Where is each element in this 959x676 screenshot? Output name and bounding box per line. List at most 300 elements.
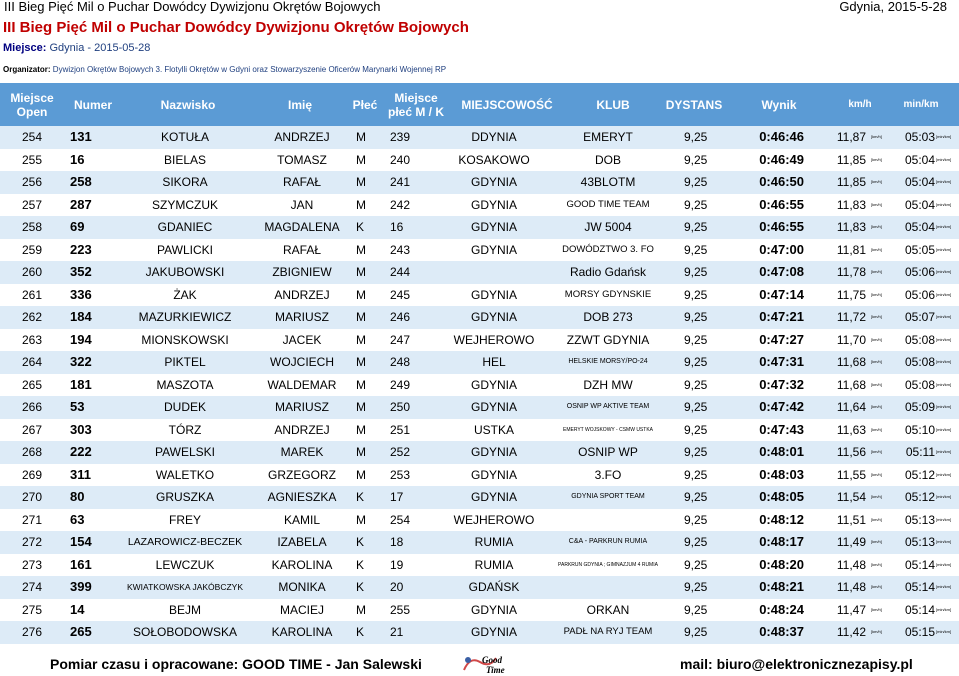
table-row (0, 419, 959, 442)
cell-speed: 11,72 (836, 310, 866, 324)
cell-first-name: RAFAŁ (282, 175, 321, 189)
table-row (0, 554, 959, 577)
cell-surname: TÓRZ (168, 422, 202, 437)
cell-surname: ŻAK (173, 287, 197, 302)
cell-speed: 11,48 (836, 580, 866, 594)
cell-speed: 11,78 (836, 265, 866, 279)
cell-pace-unit: [min/km] (936, 246, 952, 252)
cell-club: JW 5004 (584, 220, 632, 234)
cell-speed-unit: [km/h] (871, 404, 882, 409)
cell-pace-unit: [min/km] (936, 449, 952, 454)
cell-pace: 05:11 (905, 445, 935, 459)
cell-open: 264 (22, 355, 43, 369)
cell-speed: 11,87 (836, 130, 866, 144)
cell-speed: 11,63 (836, 422, 866, 437)
cell-city: WEJHEROWO (453, 512, 535, 527)
cell-number: 131 (70, 129, 92, 144)
cell-pace: 05:13 (904, 512, 935, 527)
cell-speed-unit: [km/h] (871, 426, 882, 432)
cell-gender-place: 240 (390, 152, 411, 167)
cell-speed-unit: [km/h] (871, 246, 882, 252)
cell-surname: MAZURKIEWICZ (138, 310, 232, 324)
logo-text-top: Good (482, 655, 502, 665)
cell-first-name: GRZEGORZ (268, 467, 336, 482)
cell-city: RUMIA (474, 535, 514, 549)
cell-pace-unit: [min/km] (936, 561, 952, 567)
cell-speed: 11,68 (836, 355, 866, 369)
cell-result: 0:46:46 (759, 129, 804, 144)
cell-speed-unit: [km/h] (871, 224, 882, 229)
cell-surname: SZYMCZUK (152, 197, 218, 212)
cell-surname: MASZOTA (156, 377, 214, 392)
cell-speed-unit: [km/h] (871, 381, 882, 387)
cell-pace-unit: [min/km] (936, 471, 952, 477)
cell-number: 311 (70, 466, 91, 482)
cell-pace: 05:14 (904, 602, 935, 617)
cell-open: 260 (22, 265, 43, 279)
cell-open: 267 (22, 422, 43, 437)
cell-city: GDYNIA (470, 602, 517, 617)
cell-speed-unit: [km/h] (871, 494, 882, 499)
cell-gender-place: 251 (390, 422, 411, 437)
cell-gender: M (356, 400, 366, 414)
header-imie: Imię (287, 98, 312, 112)
cell-first-name: KAROLINA (271, 557, 333, 572)
cell-speed-unit: [km/h] (871, 359, 882, 364)
cell-city: GDYNIA (470, 242, 517, 257)
cell-result: 0:47:00 (759, 241, 804, 257)
table-row (0, 171, 959, 194)
cell-distance: 9,25 (684, 355, 708, 369)
cell-surname: GRUSZKA (155, 490, 214, 504)
cell-city: GDYNIA (470, 625, 517, 639)
cell-city: GDAŃSK (468, 580, 520, 594)
cell-club: C&A - PARKRUN RUMIA (568, 538, 648, 545)
cell-open: 254 (22, 130, 43, 144)
cell-gender-place: 255 (390, 602, 411, 617)
cell-result: 0:46:55 (759, 219, 804, 234)
cell-open: 276 (22, 625, 43, 639)
cell-club: DOB 273 (583, 310, 633, 324)
cell-gender: M (356, 422, 366, 437)
table-row (0, 261, 959, 284)
cell-result: 0:47:32 (759, 376, 804, 392)
cell-distance: 9,25 (684, 445, 708, 459)
cell-surname: PIKTEL (164, 355, 206, 369)
table-row (0, 396, 959, 419)
cell-first-name: WALDEMAR (267, 377, 337, 392)
cell-first-name: MAREK (280, 445, 324, 459)
cell-gender-place: 21 (390, 625, 404, 639)
cell-distance: 9,25 (684, 377, 708, 392)
cell-pace: 05:14 (904, 557, 935, 572)
cell-club: GDYNIA SPORT TEAM (571, 493, 645, 500)
page-title: III Bieg Pięć Mil o Puchar Dowódcy Dywizjonu Okrętów Bojowych (3, 19, 469, 36)
organizer-value: Dywizjon Okrętów Bojowych 3. Flotylli Okrętów w Gdyni oraz Stowarzyszenie Oficerów Marynarki Wojennej RP (52, 65, 447, 74)
cell-first-name: MARIUSZ (275, 310, 329, 324)
cell-city: USTKA (473, 422, 514, 437)
cell-club: GOOD TIME TEAM (566, 198, 650, 210)
cell-gender-place: 20 (390, 580, 404, 594)
cell-club: 43BLOTM (580, 175, 636, 189)
cell-result: 0:47:08 (759, 264, 804, 279)
cell-result: 0:47:42 (759, 399, 804, 414)
cell-number: 194 (70, 331, 92, 347)
cell-result: 0:47:27 (759, 331, 804, 347)
cell-gender-place: 18 (390, 535, 404, 549)
table-row (0, 329, 959, 352)
cell-city: GDYNIA (470, 287, 517, 302)
cell-result: 0:48:12 (759, 511, 804, 527)
cell-speed: 11,47 (836, 602, 866, 617)
cell-city: WEJHEROWO (453, 332, 535, 347)
cell-open: 257 (22, 197, 43, 212)
cell-distance: 9,25 (684, 602, 708, 617)
cell-city: GDYNIA (470, 220, 517, 234)
cell-speed: 11,48 (836, 557, 866, 572)
cell-result: 0:48:03 (759, 466, 804, 482)
organizer-line (3, 65, 446, 74)
cell-open: 258 (22, 220, 43, 234)
cell-gender: M (356, 287, 366, 302)
place-label: Miejsce: (3, 42, 47, 54)
cell-gender-place: 16 (390, 220, 404, 234)
cell-gender: M (356, 175, 366, 189)
cell-surname: KOTUŁA (160, 130, 209, 144)
cell-speed: 11,83 (836, 197, 866, 212)
cell-gender: M (356, 467, 366, 482)
cell-pace-unit: [min/km] (936, 584, 952, 589)
cell-gender: M (356, 332, 366, 347)
cell-number: 69 (70, 219, 85, 234)
header-open: Miejsce Open (10, 91, 54, 119)
cell-result: 0:48:21 (759, 579, 804, 594)
cell-speed-unit: [km/h] (871, 201, 882, 207)
cell-first-name: MARIUSZ (275, 400, 329, 414)
cell-gender-place: 242 (390, 197, 411, 212)
cell-pace: 05:07 (904, 310, 935, 324)
cell-pace-unit: [min/km] (936, 156, 952, 162)
cell-city: GDYNIA (470, 310, 517, 324)
organizer-label: Organizator: (3, 65, 51, 74)
cell-distance: 9,25 (684, 242, 708, 257)
cell-speed-unit: [km/h] (871, 179, 882, 184)
cell-open: 261 (22, 287, 43, 302)
cell-speed: 11,70 (836, 332, 866, 347)
cell-gender: K (356, 580, 365, 594)
cell-speed-unit: [km/h] (871, 539, 882, 544)
cell-pace: 05:04 (904, 220, 935, 234)
cell-city: GDYNIA (470, 377, 517, 392)
cell-city: HEL (482, 355, 506, 369)
cell-club: Radio Gdańsk (569, 265, 647, 279)
cell-first-name: MACIEJ (279, 602, 324, 617)
cell-distance: 9,25 (684, 265, 708, 279)
cell-open: 268 (22, 445, 43, 459)
cell-distance: 9,25 (684, 557, 708, 572)
event-date: Gdynia, 2015-5-28 (839, 0, 947, 14)
header-miejscowosc: MIEJSCOWOŚĆ (461, 98, 553, 112)
cell-pace-unit: [min/km] (936, 426, 952, 432)
cell-pace-unit: [min/km] (936, 381, 952, 387)
cell-pace-unit: [min/km] (936, 359, 952, 364)
cell-open: 273 (22, 557, 43, 572)
cell-pace-unit: [min/km] (936, 404, 952, 409)
cell-speed: 11,56 (836, 445, 866, 459)
cell-gender-place: 19 (390, 557, 404, 572)
cell-result: 0:47:14 (759, 286, 804, 302)
good-time-logo (460, 652, 515, 676)
results-table (0, 126, 959, 644)
cell-pace: 05:15 (904, 625, 935, 639)
cell-number: 352 (70, 264, 92, 279)
cell-pace-unit: [min/km] (936, 269, 952, 274)
cell-gender-place: 244 (390, 265, 411, 279)
cell-distance: 9,25 (684, 400, 708, 414)
cell-first-name: TOMASZ (277, 152, 327, 167)
cell-city: GDYNIA (470, 467, 517, 482)
cell-gender-place: 243 (390, 242, 411, 257)
cell-gender: M (356, 445, 366, 459)
cell-club: OSNIP WP AKTIVE TEAM (566, 403, 650, 410)
cell-speed: 11,85 (836, 152, 866, 167)
cell-speed: 11,64 (836, 400, 866, 414)
cell-result: 0:48:37 (759, 624, 804, 639)
cell-distance: 9,25 (684, 490, 708, 504)
cell-surname: LAZAROWICZ-BECZEK (127, 536, 243, 548)
header-minkm: min/km (903, 99, 939, 110)
cell-gender-place: 17 (390, 490, 404, 504)
cell-speed: 11,75 (836, 287, 866, 302)
cell-open: 263 (22, 332, 43, 347)
cell-speed-unit: [km/h] (871, 269, 882, 274)
table-row (0, 216, 959, 239)
cell-number: 322 (70, 354, 92, 369)
cell-speed-unit: [km/h] (871, 606, 882, 612)
header-plec: Płeć (352, 98, 378, 112)
cell-open: 274 (22, 580, 43, 594)
cell-number: 63 (70, 511, 85, 527)
cell-speed: 11,54 (836, 490, 866, 504)
cell-speed-unit: [km/h] (871, 471, 882, 477)
cell-club (540, 509, 676, 532)
cell-first-name: ANDRZEJ (274, 130, 330, 144)
cell-club: ZZWT GDYNIA (566, 332, 650, 347)
cell-club: ORKAN (586, 602, 630, 617)
cell-city: GDYNIA (470, 400, 517, 414)
cell-open: 255 (22, 152, 43, 167)
cell-distance: 9,25 (684, 152, 708, 167)
logo-text-bottom: Time (486, 665, 505, 675)
cell-distance: 9,25 (684, 580, 708, 594)
cell-club: PADŁ NA RYJ TEAM (563, 626, 653, 637)
header-numer: Numer (73, 98, 112, 112)
cell-result: 0:47:21 (759, 309, 804, 324)
cell-speed: 11,42 (836, 625, 866, 639)
cell-gender: M (356, 242, 366, 257)
cell-distance: 9,25 (684, 197, 708, 212)
cell-number: 161 (70, 556, 92, 572)
cell-gender-place: 247 (390, 332, 411, 347)
cell-result: 0:48:01 (759, 444, 804, 459)
cell-first-name: JACEK (282, 332, 322, 347)
cell-open: 271 (22, 512, 43, 527)
cell-surname: JAKUBOWSKI (145, 265, 225, 279)
cell-open: 265 (22, 377, 43, 392)
cell-surname: PAWLICKI (156, 242, 213, 257)
cell-gender-place: 254 (390, 512, 411, 527)
cell-gender: M (356, 130, 366, 144)
cell-pace: 05:08 (904, 332, 935, 347)
cell-number: 399 (70, 579, 92, 594)
header-klub: KLUB (596, 98, 630, 112)
cell-surname: MIONSKOWSKI (141, 332, 229, 347)
cell-speed: 11,83 (836, 220, 866, 234)
table-row (0, 464, 959, 487)
cell-city: KOSAKOWO (458, 152, 530, 167)
cell-city: GDYNIA (470, 490, 517, 504)
cell-city (432, 261, 556, 284)
table-row (0, 374, 959, 397)
cell-surname: FREY (168, 512, 201, 527)
header-kmh: km/h (848, 99, 872, 110)
cell-pace: 05:10 (904, 422, 935, 437)
table-row (0, 239, 959, 262)
cell-gender: K (356, 625, 365, 639)
cell-result: 0:47:43 (759, 421, 804, 437)
cell-pace-unit: [min/km] (936, 606, 952, 612)
cell-open: 270 (22, 490, 43, 504)
cell-surname: WALETKO (155, 467, 215, 482)
cell-number: 223 (70, 241, 92, 257)
cell-club: PARKRUN GDYNIA ; GIMNAZJUM 4 RUMIA (558, 561, 658, 568)
cell-result: 0:47:31 (759, 354, 804, 369)
table-row (0, 486, 959, 509)
cell-distance: 9,25 (684, 175, 708, 189)
cell-city: GDYNIA (470, 445, 517, 459)
cell-speed-unit: [km/h] (871, 336, 882, 342)
cell-pace: 05:13 (904, 535, 935, 549)
table-row (0, 284, 959, 307)
cell-distance: 9,25 (684, 220, 708, 234)
cell-pace-unit: [min/km] (936, 224, 952, 229)
cell-pace-unit: [min/km] (936, 629, 952, 634)
cell-pace: 05:12 (904, 490, 935, 504)
cell-gender: M (356, 197, 366, 212)
cell-speed: 11,55 (836, 467, 866, 482)
header-dystans: DYSTANS (665, 98, 723, 112)
cell-pace: 05:04 (904, 197, 935, 212)
cell-gender-place: 245 (390, 287, 411, 302)
cell-pace: 05:12 (904, 467, 935, 482)
cell-number: 16 (70, 151, 85, 167)
cell-city: DDYNIA (471, 130, 517, 144)
table-row (0, 531, 959, 554)
cell-club: MORSY GDYNSKIE (564, 288, 652, 300)
cell-pace: 05:03 (904, 130, 935, 144)
cell-speed: 11,49 (836, 535, 866, 549)
cell-gender: M (356, 152, 366, 167)
cell-first-name: MONIKA (278, 580, 326, 594)
cell-number: 258 (70, 174, 92, 189)
cell-first-name: ANDRZEJ (274, 422, 330, 437)
cell-result: 0:46:49 (759, 151, 804, 167)
cell-result: 0:48:17 (759, 534, 804, 549)
table-row (0, 194, 959, 217)
cell-speed-unit: [km/h] (871, 561, 882, 567)
cell-first-name: KAMIL (283, 512, 320, 527)
cell-club: HELSKIE MORSY/PO-24 (568, 358, 648, 365)
cell-pace: 05:05 (904, 242, 935, 257)
cell-open: 272 (22, 535, 43, 549)
table-row (0, 306, 959, 329)
cell-pace-unit: [min/km] (936, 539, 952, 544)
cell-gender: M (356, 602, 366, 617)
cell-gender-place: 249 (390, 377, 411, 392)
cell-club (540, 576, 676, 599)
cell-gender: M (356, 310, 366, 324)
cell-pace: 05:14 (904, 580, 935, 594)
table-row (0, 576, 959, 599)
place-value: Gdynia - 2015-05-28 (49, 42, 151, 54)
cell-pace-unit: [min/km] (936, 201, 952, 207)
cell-first-name: AGNIESZKA (267, 490, 337, 504)
cell-distance: 9,25 (684, 287, 708, 302)
cell-surname: PAWELSKI (154, 445, 216, 459)
cell-club: 3.FO (594, 467, 622, 482)
cell-pace-unit: [min/km] (936, 314, 952, 319)
footer-credit: Pomiar czasu i opracowane: GOOD TIME - Jan Salewski (50, 656, 422, 672)
cell-pace-unit: [min/km] (936, 179, 952, 184)
cell-distance: 9,25 (684, 332, 708, 347)
cell-gender: M (356, 265, 366, 279)
cell-club: DZH MW (583, 377, 633, 392)
cell-number: 53 (70, 399, 85, 414)
cell-gender: K (356, 220, 365, 234)
footer-email: mail: biuro@elektronicznezapisy.pl (680, 656, 913, 672)
cell-city: GDYNIA (470, 197, 517, 212)
header-miejsce-plec: Miejsce płeć M / K (387, 91, 444, 119)
cell-result: 0:48:05 (759, 489, 804, 504)
cell-open: 256 (22, 175, 43, 189)
cell-surname: DUDEK (163, 400, 206, 414)
cell-club: OSNIP WP (578, 445, 638, 459)
cell-surname: LEWCZUK (155, 557, 215, 572)
cell-open: 269 (22, 467, 43, 482)
cell-club: DOWÓDZTWO 3. FO (562, 243, 654, 255)
cell-distance: 9,25 (684, 512, 708, 527)
table-row (0, 621, 959, 644)
cell-distance: 9,25 (684, 625, 708, 639)
table-row (0, 509, 959, 532)
cell-open: 266 (22, 400, 43, 414)
table-header (0, 83, 959, 127)
cell-open: 275 (22, 602, 43, 617)
cell-club: DOB (594, 152, 621, 167)
cell-result: 0:46:50 (759, 174, 804, 189)
table-row (0, 351, 959, 374)
cell-first-name: KAROLINA (271, 625, 333, 639)
cell-distance: 9,25 (684, 467, 708, 482)
cell-result: 0:48:24 (759, 601, 804, 617)
cell-pace-unit: [min/km] (936, 336, 952, 342)
cell-speed-unit: [km/h] (871, 449, 882, 454)
cell-first-name: WOJCIECH (270, 355, 334, 369)
cell-gender: K (356, 557, 365, 572)
cell-first-name: ANDRZEJ (274, 287, 330, 302)
cell-surname: BEJM (168, 602, 201, 617)
cell-pace: 05:04 (904, 175, 935, 189)
